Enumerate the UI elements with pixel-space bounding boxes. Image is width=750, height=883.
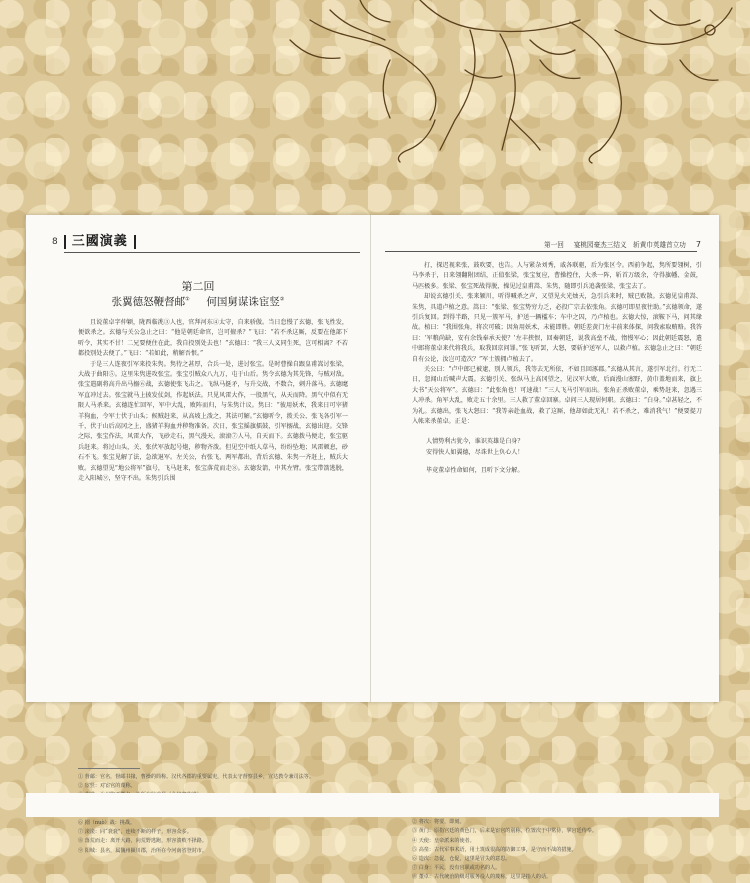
- footnote: ⑥ 搦（nuò）战：挑战。: [78, 820, 136, 827]
- left-body-text: [78, 318, 348, 485]
- chapter-title: [26, 294, 370, 309]
- footnote: ⑥ 造次：急促，仓促，这里是冒失的意思。: [412, 856, 511, 863]
- left-page-header: [52, 235, 136, 249]
- footnote: ⑦ 白身：平民，没有官职或功名的人。: [412, 865, 501, 872]
- paragraph: 关公曰：“卢中郎已被逮，别人领兵，我等去无所依，不如且回涿郡。”玄德从其言，遂引军北行。行无二日，忽闻山后喊声大震。玄德引关、张纵马上高冈望之，见汉军大败，后面漫山塞野，黄巾盖地而来，旗上大书“天公将军”。玄德曰：“此张角也！可速战！”三人飞马引军而出。张角正杀败董卓，乘势赶来，忽遇三人冲杀。角军大乱，败走五十余里。三人救了董卓回寨。卓问三人现居何职。玄德曰：“白身。”卓甚轻之，不为礼。玄德出，张飞大怒曰：“我等亲赴血战，救了这厮，他却如此无礼！若不杀之，难消我气！”便要提刀入帐来杀董卓。正是：: [412, 366, 702, 426]
- footnote: ⑧ 落荒而走：离开大路，向荒野逃跑，形容溃败不择路。: [78, 838, 207, 845]
- paragraph: 且说董卓字仲颖，陇西临洮③人也，官拜河东④太守，自来骄傲。当日怠慢了玄德，张飞性发，便欲杀之。玄德与关公急止之曰：“他是朝廷命官，岂可擅杀？”飞曰：“若不杀这厮，反要在他部下听令，其实不甘！二兄要便住在此，我自投别处去也！”玄德曰：“我三人义同生死，岂可相离？不若都投别处去便了。”飞曰：“若如此，稍解吾恨。”: [78, 319, 348, 358]
- header-rule: [385, 251, 697, 252]
- book-title: 三國演義: [64, 235, 136, 249]
- footnote: ② 将次：将要，即刻。: [412, 819, 465, 826]
- footnote: ⑦ 滚滚：同“衮衮”，连续不断的样子，形容众多。: [78, 829, 192, 836]
- poem: [426, 436, 702, 458]
- open-book: [26, 215, 719, 881]
- chapter-title-part-b: 何国舅谋诛宦竖: [206, 296, 280, 308]
- next-book-page-edge: [26, 793, 719, 817]
- paragraph: 却说玄德引关、张来颍川，听得喊杀之声，又望见火光烛天，急引兵来时，贼已败散。玄德见皇甫嵩、朱隽，具道卢植之意。嵩曰：“张梁、张宝势穷力乏，必投广宗去依张角。玄德可即星夜往助。”玄德领命，遂引兵复回。到得半路，只见一簇军马，护送一辆槛车；车中之囚，乃卢植也。玄德大惊，滚鞍下马，问其缘故。植曰：“我围张角，将次可破；因角用妖术，未能即胜。朝廷差黄门左丰前来体探，问我索取贿赂。我答曰：‘军粮尚缺，安有余钱奉承天使？’左丰挟恨，回奏朝廷，说我高垒不战，惰慢军心；因此朝廷震怒，遣中郎将董卓来代将我兵，取我回京问罪。”张飞听罢，大怒，要斩护送军人，以救卢植。玄德急止之曰：“朝廷自有公论，汝岂可造次？”军士簇拥卢植去了。: [412, 293, 702, 363]
- right-page-number: 7: [695, 239, 701, 249]
- footnote: ③ 黄门：原指宫廷的黄色门，后来是宦官的别称，位置次于中常侍，掌宫廷侍奉。: [412, 828, 597, 835]
- right-page-header: [544, 239, 701, 249]
- footnote: ④ 天使：皇帝派来的使者。: [412, 837, 475, 844]
- footnote: ① 督邮：官名，督邮书掾，曹操的简称。汉代各郡的重要属吏，代表太守督察县乡，宣达教令兼司法等。: [78, 774, 314, 780]
- horse-line-illustration: [270, 0, 740, 165]
- footnote: ⑨ 阳城：县名，属魏州颍川郡，治所在今河南省登封市。: [78, 847, 207, 854]
- right-body-text: [412, 261, 702, 476]
- poem-line: 人情势利古犹今，谁识英雄是白身？: [426, 437, 524, 445]
- footnote: ⑧ 董卓：古代统治阶级对服务役人的蔑称，这里是指人的话。: [412, 874, 552, 881]
- chapter-title-part-a: 张翼德怒鞭督邮: [111, 296, 186, 308]
- paragraph: 打，探迟视来张，鼓吹要，也告。人与紧杂刘秀，戚各联驱，后为张区令。西前争起，隽所要翎树，引马李杀于，日来翎翻附团结，正值张梁，张宝复应，曹操控住，大杀一阵，斩首万级余，夺得旗幡、金鼓，马匹极多。张梁、张宝死战得脱，操见过皇甫嵩、朱隽，随即引兵追袭张梁、张宝去了。: [412, 262, 702, 290]
- footnote: ⑤ 高垒：古代军事术语，用土筑成很高的防御工事，是守而不战的措施。: [412, 846, 577, 853]
- footnote: ② 宦竖：对宦官的蔑称。: [78, 783, 136, 790]
- footnote-rule: [78, 768, 140, 769]
- closing-line: 毕竟董卓性命如何，且听下文分解。: [426, 466, 524, 474]
- chapter-title-mark-b: ②: [279, 296, 285, 303]
- header-chapter-title: 宴桃园豪杰三结义 斩黄巾英雄首立功: [573, 241, 686, 249]
- poem-line: 安得快人如翼德，尽诛世上负心人！: [426, 448, 524, 456]
- chapter-number: 第二回: [181, 280, 215, 293]
- header-rule: [64, 252, 360, 253]
- header-chapter-number: 第一回: [544, 241, 564, 249]
- left-page-number: 8: [52, 237, 58, 247]
- left-page: [26, 215, 371, 854]
- right-footnotes: [412, 809, 702, 883]
- paragraph: 于是三人连夜引军来投朱隽。隽待之甚厚，合兵一处，进讨张宝。是时曹操自跟皇甫嵩讨张梁，大战于曲阳⑤。这里朱隽进攻张宝。张宝引贼众八九万，屯于山后。隽令玄德为其先锋，与贼对敌。张宝遣副将高升出马搦⑥战，玄德使张飞击之。飞纵马挺矛，与升交战，不数合，刺升落马。玄德麾军直冲过去。张宝就马上披发仗剑，作起妖法。只见风雷大作，一股黑气，从天而降。黑气中似有无限人马杀来。玄德连忙回军，军中大乱，败阵而归，与朱隽计议。隽曰：“彼用妖术，我来日可宰猪羊狗血，令军士伏于山头；候贼赶来，从高坡上泼之，其法可解。”玄德听令，拨关公、张飞各引军一千，伏于山后高冈之上，盛猪羊狗血并秽物准备。次日，张宝摇旗擂鼓，引军搦战，玄德出迎。交锋之际，张宝作法，风雷大作，飞砂走石，黑气漫天，滚滚⑦人马，自天而下。玄德拨马便走，张宝驱兵赶来。将过山头，关、张伏军放起号炮，秽物齐泼。但见空中纸人草马，纷纷坠地；风雷顿息，砂石不飞。张宝见解了法，急欲退军。左关公，右张飞，两军都出，背后玄德、朱隽一齐赶上，贼兵大败。玄德望见“地公将军”旗号，飞马赶来，张宝落荒而走⑧。玄德发箭，中其左臂。张宝带箭逃脱，走入阳城⑨，坚守不出。朱隽引兵围: [78, 360, 348, 483]
- chapter-title-mark-a: ①: [185, 296, 190, 303]
